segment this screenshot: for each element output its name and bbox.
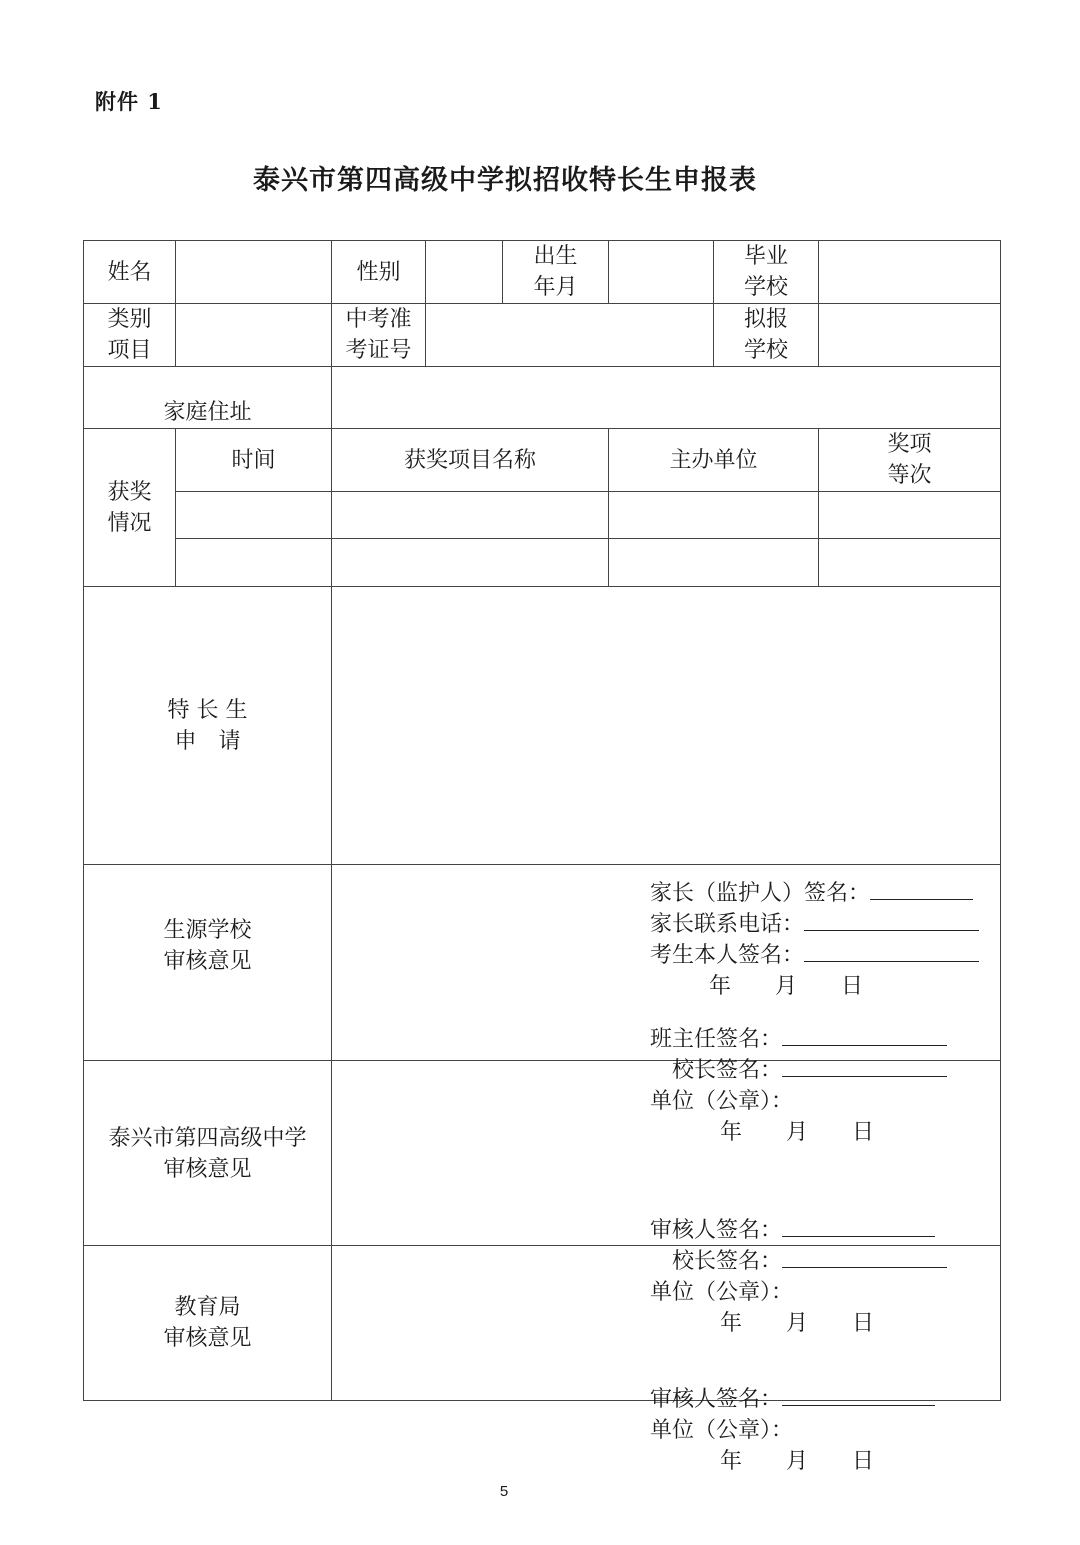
page-number: 5 — [499, 1483, 509, 1500]
source-school-label: 生源学校 审核意见 — [84, 865, 332, 1061]
parent-phone-line[interactable] — [804, 910, 979, 931]
graduation-school-field[interactable] — [819, 241, 1001, 304]
category-field[interactable] — [176, 304, 332, 367]
application-date: 年 月 日 — [709, 973, 864, 999]
parent-sign-line[interactable] — [870, 879, 973, 900]
fourth-high-date: 年 月 日 — [720, 1311, 875, 1336]
gender-field[interactable] — [426, 241, 503, 304]
awards-level-cell[interactable] — [819, 539, 1001, 587]
education-bureau-date: 年 月 日 — [720, 1449, 875, 1474]
address-field[interactable] — [332, 367, 1001, 429]
awards-header-row — [84, 429, 1001, 492]
target-school-label: 拟报 学校 — [714, 304, 819, 367]
education-bureau-label: 教育局 审核意见 — [84, 1246, 332, 1401]
application-row — [84, 587, 1001, 865]
seal-label: 单位（公章）： — [650, 1418, 794, 1443]
attachment-label: 附件 1 — [95, 89, 163, 114]
reviewer-sign-label: 审核人签名： — [650, 1218, 783, 1243]
basic-info-row-1 — [84, 241, 1001, 304]
form-title: 泰兴市第四高级中学拟招收特长生申报表 — [253, 165, 757, 196]
awards-col-level: 奖项 等次 — [819, 429, 1001, 492]
awards-level-cell[interactable] — [819, 492, 1001, 539]
address-row — [84, 367, 1001, 429]
parent-phone-label: 家长联系电话： — [650, 911, 805, 937]
parent-sign-label: 家长（监护人）签名： — [650, 880, 871, 906]
teacher-sign-label: 班主任签名： — [650, 1026, 783, 1052]
awards-col-time: 时间 — [176, 429, 332, 492]
student-sign-line[interactable] — [804, 941, 979, 962]
principal-sign-line[interactable] — [782, 1247, 947, 1268]
application-form-table — [83, 240, 1001, 1474]
exam-number-field[interactable] — [426, 304, 714, 367]
teacher-sign-line[interactable] — [782, 1025, 947, 1046]
birth-field[interactable] — [609, 241, 714, 304]
principal-sign-line[interactable] — [782, 1056, 947, 1077]
target-school-field[interactable] — [819, 304, 1001, 367]
reviewer-sign-line[interactable] — [782, 1385, 935, 1406]
graduation-school-label: 毕业 学校 — [714, 241, 819, 304]
awards-col-name: 获奖项目名称 — [332, 429, 609, 492]
name-label: 姓名 — [84, 241, 176, 304]
awards-org-cell[interactable] — [609, 539, 819, 587]
reviewer-sign-label: 审核人签名： — [650, 1387, 783, 1412]
source-school-date: 年 月 日 — [720, 1119, 875, 1145]
awards-label: 获奖 情况 — [84, 429, 176, 587]
awards-row — [84, 539, 1001, 587]
awards-org-cell[interactable] — [609, 492, 819, 539]
basic-info-row-2 — [84, 304, 1001, 367]
application-field[interactable] — [332, 587, 1001, 999]
birth-label: 出生 年月 — [503, 241, 609, 304]
source-school-signatures — [650, 1024, 947, 1148]
category-label: 类别 项目 — [84, 304, 176, 367]
awards-row — [84, 492, 1001, 539]
awards-name-cell[interactable] — [332, 539, 609, 587]
education-bureau-signatures — [650, 1384, 935, 1477]
student-sign-label: 考生本人签名： — [650, 942, 805, 968]
reviewer-sign-line[interactable] — [782, 1216, 935, 1237]
fourth-high-signatures — [650, 1215, 947, 1339]
awards-col-org: 主办单位 — [609, 429, 819, 492]
seal-label: 单位（公章）： — [650, 1280, 794, 1305]
name-field[interactable] — [176, 241, 332, 304]
awards-time-cell[interactable] — [176, 539, 332, 587]
application-label: 特 长 生 申 请 — [84, 587, 332, 865]
gender-label: 性别 — [332, 241, 426, 304]
application-signatures — [650, 878, 979, 1002]
awards-time-cell[interactable] — [176, 492, 332, 539]
fourth-high-label: 泰兴市第四高级中学 审核意见 — [84, 1061, 332, 1246]
exam-number-label: 中考准 考证号 — [332, 304, 426, 367]
address-label: 家庭住址 — [84, 367, 332, 429]
principal-sign-label: 校长签名： — [672, 1249, 783, 1274]
awards-name-cell[interactable] — [332, 492, 609, 539]
seal-label: 单位（公章）： — [650, 1088, 794, 1114]
principal-sign-label: 校长签名： — [672, 1057, 783, 1083]
